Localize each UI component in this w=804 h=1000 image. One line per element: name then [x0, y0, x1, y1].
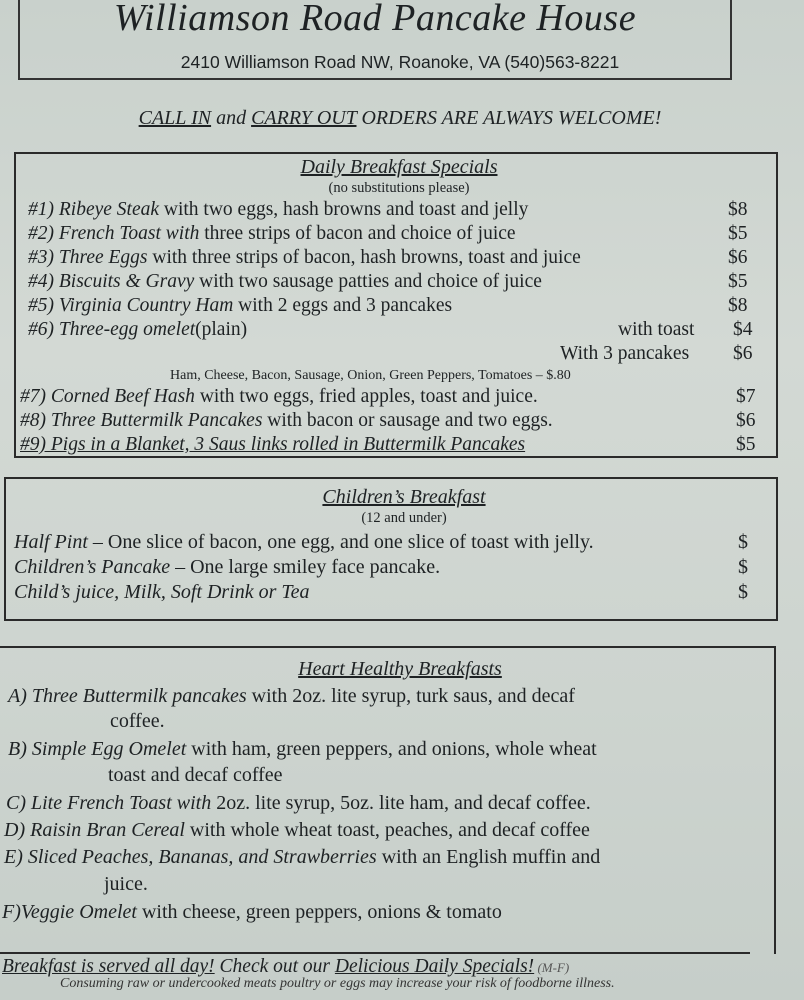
item-name: F)Veggie Omelet: [2, 901, 137, 923]
check-out-text: Check out our: [214, 956, 335, 977]
item-desc: with 2oz. lite syrup, turk saus, and decaf: [246, 685, 575, 707]
item-name: C) Lite French Toast with: [6, 792, 212, 814]
item-price: $8: [728, 295, 748, 316]
menu-item-1: [28, 199, 528, 221]
item-desc-cont: coffee.: [110, 710, 165, 732]
item-name: #3) Three Eggs: [28, 247, 148, 268]
item-name: B) Simple Egg Omelet: [8, 738, 187, 760]
item-name: Children’s Pancake: [14, 556, 171, 578]
item-desc: – One large smiley face pancake.: [170, 556, 441, 578]
item-desc: with an English muffin and: [376, 846, 601, 868]
call-in-banner: [0, 107, 800, 130]
menu-item-4: [28, 271, 542, 293]
healthy-item-c: [6, 792, 591, 815]
daily-specials-heading: Daily Breakfast Specials: [300, 156, 498, 178]
item-price: $6: [728, 247, 748, 268]
healthy-item-e: [4, 846, 600, 869]
item-desc: with ham, green peppers, and onions, whole wheat: [186, 738, 597, 760]
item-name: #8) Three Buttermilk Pancakes: [20, 410, 263, 431]
restaurant-address: 2410 Williamson Road NW, Roanoke, VA (540)563-8221: [180, 52, 620, 72]
item-price: $: [738, 581, 748, 603]
footer-line: [2, 956, 569, 978]
served-all-day: Breakfast is served all day!: [2, 956, 215, 977]
menu-item-8: [20, 410, 553, 432]
call-in-text: CALL IN: [138, 107, 212, 129]
item-desc-cont: toast and decaf coffee: [108, 764, 283, 786]
child-item-3: [14, 581, 310, 604]
item-desc: – One slice of bacon, one egg, and one slice of toast with jelly.: [87, 531, 594, 553]
healthy-item-f: [2, 901, 502, 924]
child-item-1: [14, 531, 594, 554]
item-desc: three strips of bacon and choice of juice: [199, 223, 516, 244]
item-price: $5: [736, 434, 756, 455]
item-name: Child’s juice, Milk, Soft Drink or Tea: [14, 581, 310, 603]
footer-divider: [0, 952, 750, 954]
call-in-rest: ORDERS ARE ALWAYS WELCOME!: [356, 107, 662, 129]
item-price: $8: [728, 199, 748, 220]
item-price: $4: [733, 319, 753, 340]
item-price: $7: [736, 386, 756, 407]
item-name: E) Sliced Peaches, Bananas, and Strawberries: [4, 846, 377, 868]
omelet-pancakes-label: With 3 pancakes: [560, 343, 690, 364]
item-desc: with three strips of bacon, hash browns, toast and juice: [147, 247, 581, 268]
menu-item-5: [28, 295, 452, 317]
item-desc: 2oz. lite syrup, 5oz. lite ham, and decaf coffee.: [211, 792, 591, 814]
children-heading: Children’s Breakfast: [322, 486, 486, 508]
item-desc-cont: juice.: [104, 873, 148, 895]
item-desc: (plain): [195, 319, 248, 340]
item-desc: with bacon or sausage and two eggs.: [262, 410, 553, 431]
omelet-extras: Ham, Cheese, Bacon, Sausage, Onion, Green Peppers, Tomatoes – $.80: [170, 368, 571, 383]
mf-note: (M-F): [534, 960, 570, 975]
food-safety-disclaimer: Consuming raw or undercooked meats poultry or eggs may increase your risk of foodborne illness.: [60, 976, 615, 991]
menu-item-6: [28, 319, 247, 341]
item-desc: with two sausage patties and choice of juice: [194, 271, 542, 292]
daily-specials-note: (no substitutions please): [328, 180, 470, 196]
restaurant-name: Williamson Road Pancake House: [113, 0, 637, 39]
healthy-item-a: [8, 685, 575, 708]
item-price: $5: [728, 271, 748, 292]
item-desc: with whole wheat toast, peaches, and decaf coffee: [184, 819, 590, 841]
item-name: #6) Three-egg omelet: [28, 319, 196, 340]
item-price: $6: [736, 410, 756, 431]
item-name: #1) Ribeye Steak: [28, 199, 160, 220]
item-name: #9) Pigs in a Blanket, 3 Saus links rolled in Buttermilk Pancakes: [20, 434, 526, 455]
item-desc: with two eggs, fried apples, toast and juice.: [194, 386, 538, 407]
omelet-pancakes-price: $6: [733, 343, 753, 364]
menu-item-3: [28, 247, 581, 269]
menu-item-7: [20, 386, 538, 408]
item-price: $: [738, 531, 748, 553]
child-item-2: [14, 556, 440, 579]
item-price: $: [738, 556, 748, 578]
item-price: $5: [728, 223, 748, 244]
carry-out-text: CARRY OUT: [251, 107, 357, 129]
menu-item-9: [20, 434, 525, 456]
healthy-item-b: [8, 738, 597, 761]
call-in-and: and: [211, 107, 252, 129]
item-name: #5) Virginia Country Ham: [28, 295, 234, 316]
menu-item-2: [28, 223, 516, 245]
healthy-heading: Heart Healthy Breakfasts: [298, 658, 502, 680]
item-name: D) Raisin Bran Cereal: [4, 819, 185, 841]
item-name: #7) Corned Beef Hash: [20, 386, 195, 407]
children-note: (12 and under): [361, 510, 447, 526]
item-name: Half Pint: [14, 531, 88, 553]
omelet-toast-label: with toast: [618, 319, 695, 340]
item-desc: with 2 eggs and 3 pancakes: [233, 295, 453, 316]
healthy-item-d: [4, 819, 590, 842]
item-name: #4) Biscuits & Gravy: [28, 271, 195, 292]
item-name: A) Three Buttermilk pancakes: [8, 685, 247, 707]
item-name: #2) French Toast with: [28, 223, 200, 244]
item-desc: with two eggs, hash browns and toast and jelly: [159, 199, 529, 220]
item-desc: with cheese, green peppers, onions & tomato: [136, 901, 502, 923]
daily-specials-link-text: Delicious Daily Specials!: [334, 956, 535, 977]
